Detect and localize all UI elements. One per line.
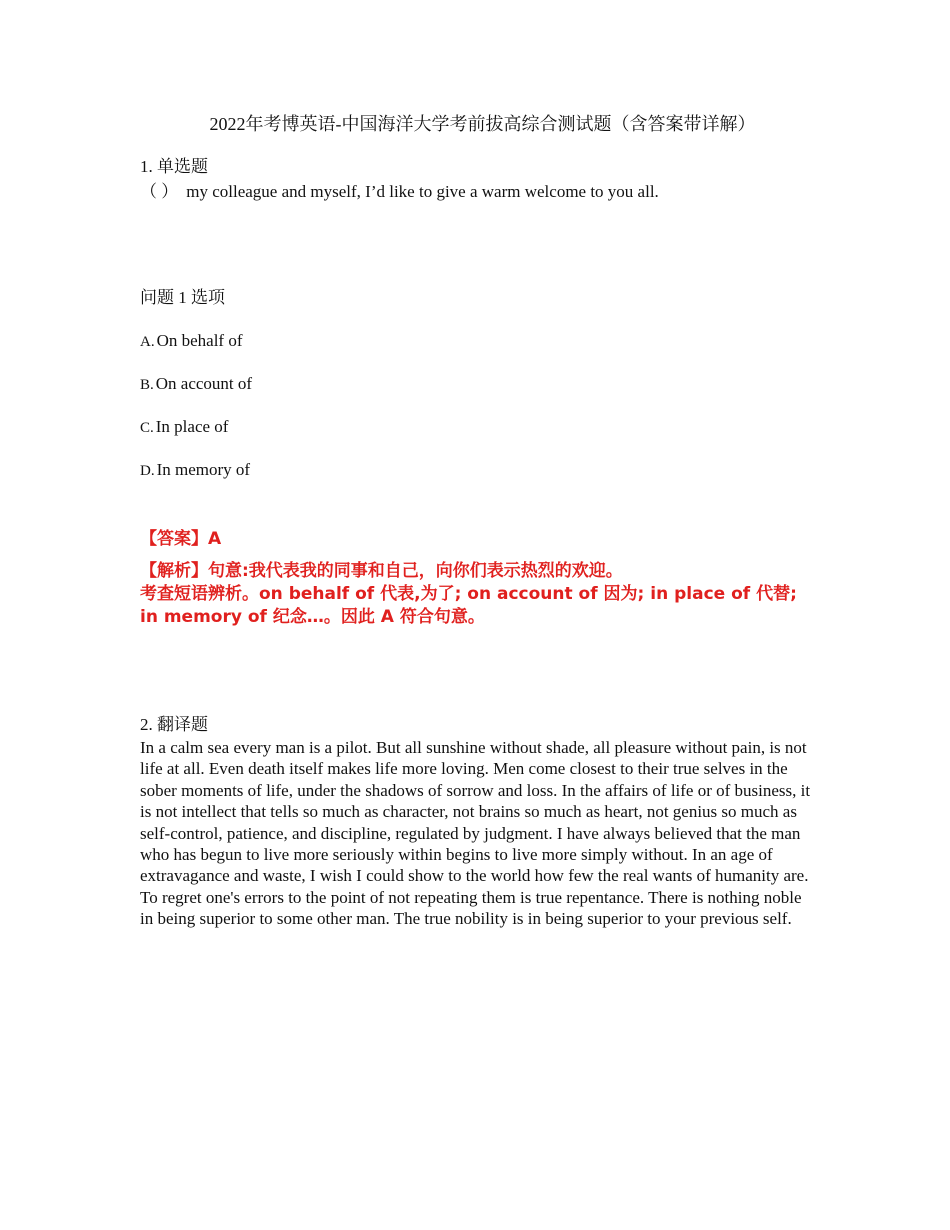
option-c [140,416,228,439]
question-1-stem [140,181,659,203]
answer-blank-parentheses: （ ） [140,182,179,201]
question-1-options-heading: 问题 1 选项 [140,288,225,307]
answer-line: 【答案】A [140,529,222,549]
translation-passage: In a calm sea every man is a pilot. But all sunshine without shade, all pleasure without pain, is not life at all. Even death itself makes life more loving. Men come closest to their true selves in the sober moments of life, under the shadows of sorrow and loss. In the affairs of life or of business, it is not intellect that tells so much as character, not brains so much as heart, not genius so much as self-control, patience, and discipline, regulated by judgment. I have always believed that the man who has begun to live more seriously within begins to live more simply without. In an age of extravagance and waste, I wish I could show to the world how few the real wants of humanity are. To regret one's errors to the point of not repeating them is true repentance. There is nothing noble in being superior to some other man. The true nobility is in being superior to your previous self. [140,738,811,929]
option-a-letter: A. [140,334,155,350]
option-c-letter: C. [140,420,154,436]
option-a [140,330,243,353]
analysis-line-3: in memory of 纪念…。因此 A 符合句意。 [140,607,485,627]
option-a-text: On behalf of [156,331,243,350]
question-2-heading: 2. 翻译题 [140,715,208,734]
option-b-text: On account of [155,374,253,393]
option-c-text: In place of [155,417,229,436]
document-title: 2022年考博英语-中国海洋大学考前拔高综合测试题（含答案带详解） [209,114,756,134]
analysis-line-2: 考查短语辨析。on behalf of 代表,为了; on account of 因为; in place of 代替; [140,584,797,604]
analysis-line-1: 【解析】句意:我代表我的同事和自己，向你们表示热烈的欢迎。 [140,561,623,581]
option-d-text: In memory of [156,460,251,479]
option-b-letter: B. [140,377,154,393]
option-d-letter: D. [140,463,155,479]
answer-and-analysis [140,528,820,629]
question-1-heading: 1. 单选题 [140,157,208,176]
option-b [140,373,252,396]
question-1-stem-text: my colleague and myself, I’d like to give a warm welcome to you all. [186,182,659,201]
option-d [140,459,250,482]
